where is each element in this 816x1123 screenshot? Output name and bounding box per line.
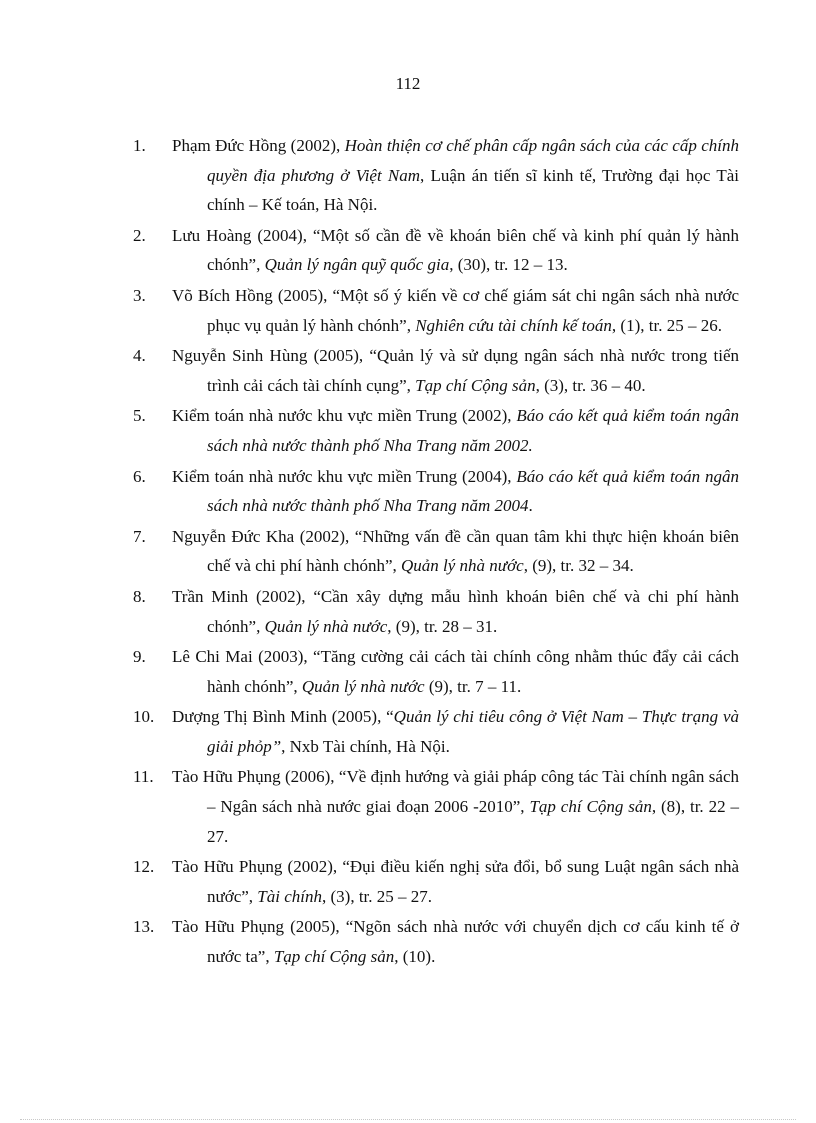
reference-number: 7. bbox=[133, 526, 146, 546]
reference-text: Trần Minh (2002), “Cần xây dựng mẫu hình khoán biên chế và chi phí hành chónh”, bbox=[172, 586, 739, 636]
reference-number: 2. bbox=[133, 225, 146, 245]
reference-text: Kiểm toán nhà nước khu vực miền Trung (2002), bbox=[172, 406, 517, 426]
reference-item bbox=[133, 912, 739, 971]
page-bottom-divider bbox=[20, 1119, 796, 1120]
reference-item bbox=[133, 281, 739, 340]
reference-title-italic: Nghiên cứu tài chính kế toán bbox=[415, 315, 612, 335]
reference-item bbox=[133, 401, 739, 460]
reference-number: 6. bbox=[133, 466, 146, 486]
reference-text: , (3), tr. 25 – 27. bbox=[322, 886, 433, 906]
reference-item bbox=[133, 852, 739, 911]
reference-number: 9. bbox=[133, 647, 146, 667]
reference-title-italic: Quản lý nhà nước bbox=[401, 556, 524, 576]
reference-title-italic: Quản lý nhà nước bbox=[264, 616, 388, 636]
reference-item bbox=[133, 642, 739, 701]
reference-text: Kiểm toán nhà nước khu vực miền Trung (2004), bbox=[172, 466, 517, 486]
reference-title-italic: Quản lý chi tiêu công ở Việt Nam – Thực trạng và giải phỏp” bbox=[207, 707, 739, 756]
reference-number: 13. bbox=[133, 917, 155, 937]
reference-text: , Nxb Tài chính, Hà Nội. bbox=[281, 736, 450, 756]
reference-text: Phạm Đức Hồng (2002), bbox=[172, 136, 345, 155]
reference-text: , (10). bbox=[394, 947, 436, 967]
reference-item bbox=[133, 522, 739, 581]
reference-text: , (9), tr. 28 – 31. bbox=[387, 616, 498, 636]
reference-item bbox=[133, 221, 739, 280]
reference-title-italic: Tài chính bbox=[257, 886, 322, 906]
reference-item bbox=[133, 462, 739, 521]
reference-number: 11. bbox=[133, 767, 154, 787]
reference-item bbox=[133, 131, 739, 220]
page-number: 112 bbox=[395, 74, 421, 93]
reference-title-italic: Tạp chí Cộng sản bbox=[273, 947, 395, 967]
reference-item bbox=[133, 762, 739, 851]
reference-item bbox=[133, 582, 739, 641]
reference-text: Lưu Hoàng (2004), “Một số cần đề về khoán biên chế và kinh phí quản lý hành chónh”, bbox=[172, 225, 739, 275]
reference-text: Võ Bích Hồng (2005), “Một số ý kiến về cơ chế giám sát chi ngân sách nhà nước phục vụ quản lý hành chónh”, bbox=[172, 285, 739, 335]
reference-list bbox=[133, 131, 739, 972]
reference-text: Tào Hữu Phụng (2002), “Đụi điều kiến nghị sửa đổi, bổ sung Luật ngân sách nhà nước”, bbox=[172, 857, 739, 906]
reference-title-italic: Hoàn thiện cơ chế phân cấp ngân sách của các cấp chính quyền địa phương ở Việt Nam bbox=[207, 136, 740, 185]
reference-title-italic: Quản lý ngân quỹ quốc gia bbox=[264, 255, 450, 275]
reference-text: Nguyễn Sinh Hùng (2005), “Quản lý và sử dụng ngân sách nhà nước trong tiến trình cải cách tài chính cụng”, bbox=[172, 346, 739, 395]
reference-title-italic: Tạp chí Cộng sản bbox=[415, 375, 536, 395]
reference-text: , (30), tr. 12 – 13. bbox=[449, 255, 568, 275]
reference-text: Nguyễn Đức Kha (2002), “Những vấn đề cần quan tâm khi thực hiện khoán biên chế và chi phí hành chónh”, bbox=[172, 526, 739, 576]
reference-text: , (1), tr. 25 – 26. bbox=[611, 315, 722, 335]
reference-text: Tào Hữu Phụng (2005), “Ngõn sách nhà nước với chuyển dịch cơ cấu kinh tế ở nước ta”, bbox=[172, 917, 739, 967]
reference-item bbox=[133, 702, 739, 761]
reference-number: 10. bbox=[133, 707, 155, 727]
reference-text: Tào Hữu Phụng (2006), “Về định hướng và giải pháp công tác Tài chính ngân sách – Ngân sách nhà nước giai đoạn 2006 -2010”, bbox=[172, 767, 739, 817]
reference-text: Lê Chi Mai (2003), “Tăng cường cải cách tài chính công nhằm thúc đẩy cải cách hành chónh”, bbox=[172, 647, 739, 696]
reference-number: 4. bbox=[133, 346, 146, 366]
reference-number: 3. bbox=[133, 285, 146, 305]
reference-text: , (3), tr. 36 – 40. bbox=[535, 375, 646, 395]
reference-text: , Luận án tiến sĩ kinh tế, Trường đại học Tài chính – Kế toán, Hà Nội. bbox=[207, 165, 739, 215]
reference-number: 12. bbox=[133, 857, 155, 877]
reference-text: Dượng Thị Bình Minh (2005), “ bbox=[172, 707, 394, 727]
reference-title-italic: Tạp chí Cộng sản bbox=[529, 797, 652, 817]
reference-text: , (9), tr. 32 – 34. bbox=[523, 556, 634, 576]
reference-number: 1. bbox=[133, 136, 146, 155]
reference-text: , (8), tr. 22 – 27. bbox=[207, 797, 739, 846]
reference-number: 5. bbox=[133, 406, 146, 426]
reference-title-italic: Báo cáo kết quả kiểm toán ngân sách nhà nước thành phố Nha Trang năm 2004 bbox=[207, 466, 740, 516]
reference-item bbox=[133, 341, 739, 400]
reference-number: 8. bbox=[133, 586, 146, 606]
reference-text: . bbox=[528, 496, 533, 516]
reference-title-italic: Báo cáo kết quả kiểm toán ngân sách nhà nước thành phố Nha Trang năm 2002. bbox=[207, 406, 740, 455]
reference-text: (9), tr. 7 – 11. bbox=[424, 676, 522, 696]
reference-title-italic: Quản lý nhà nước bbox=[301, 676, 425, 696]
